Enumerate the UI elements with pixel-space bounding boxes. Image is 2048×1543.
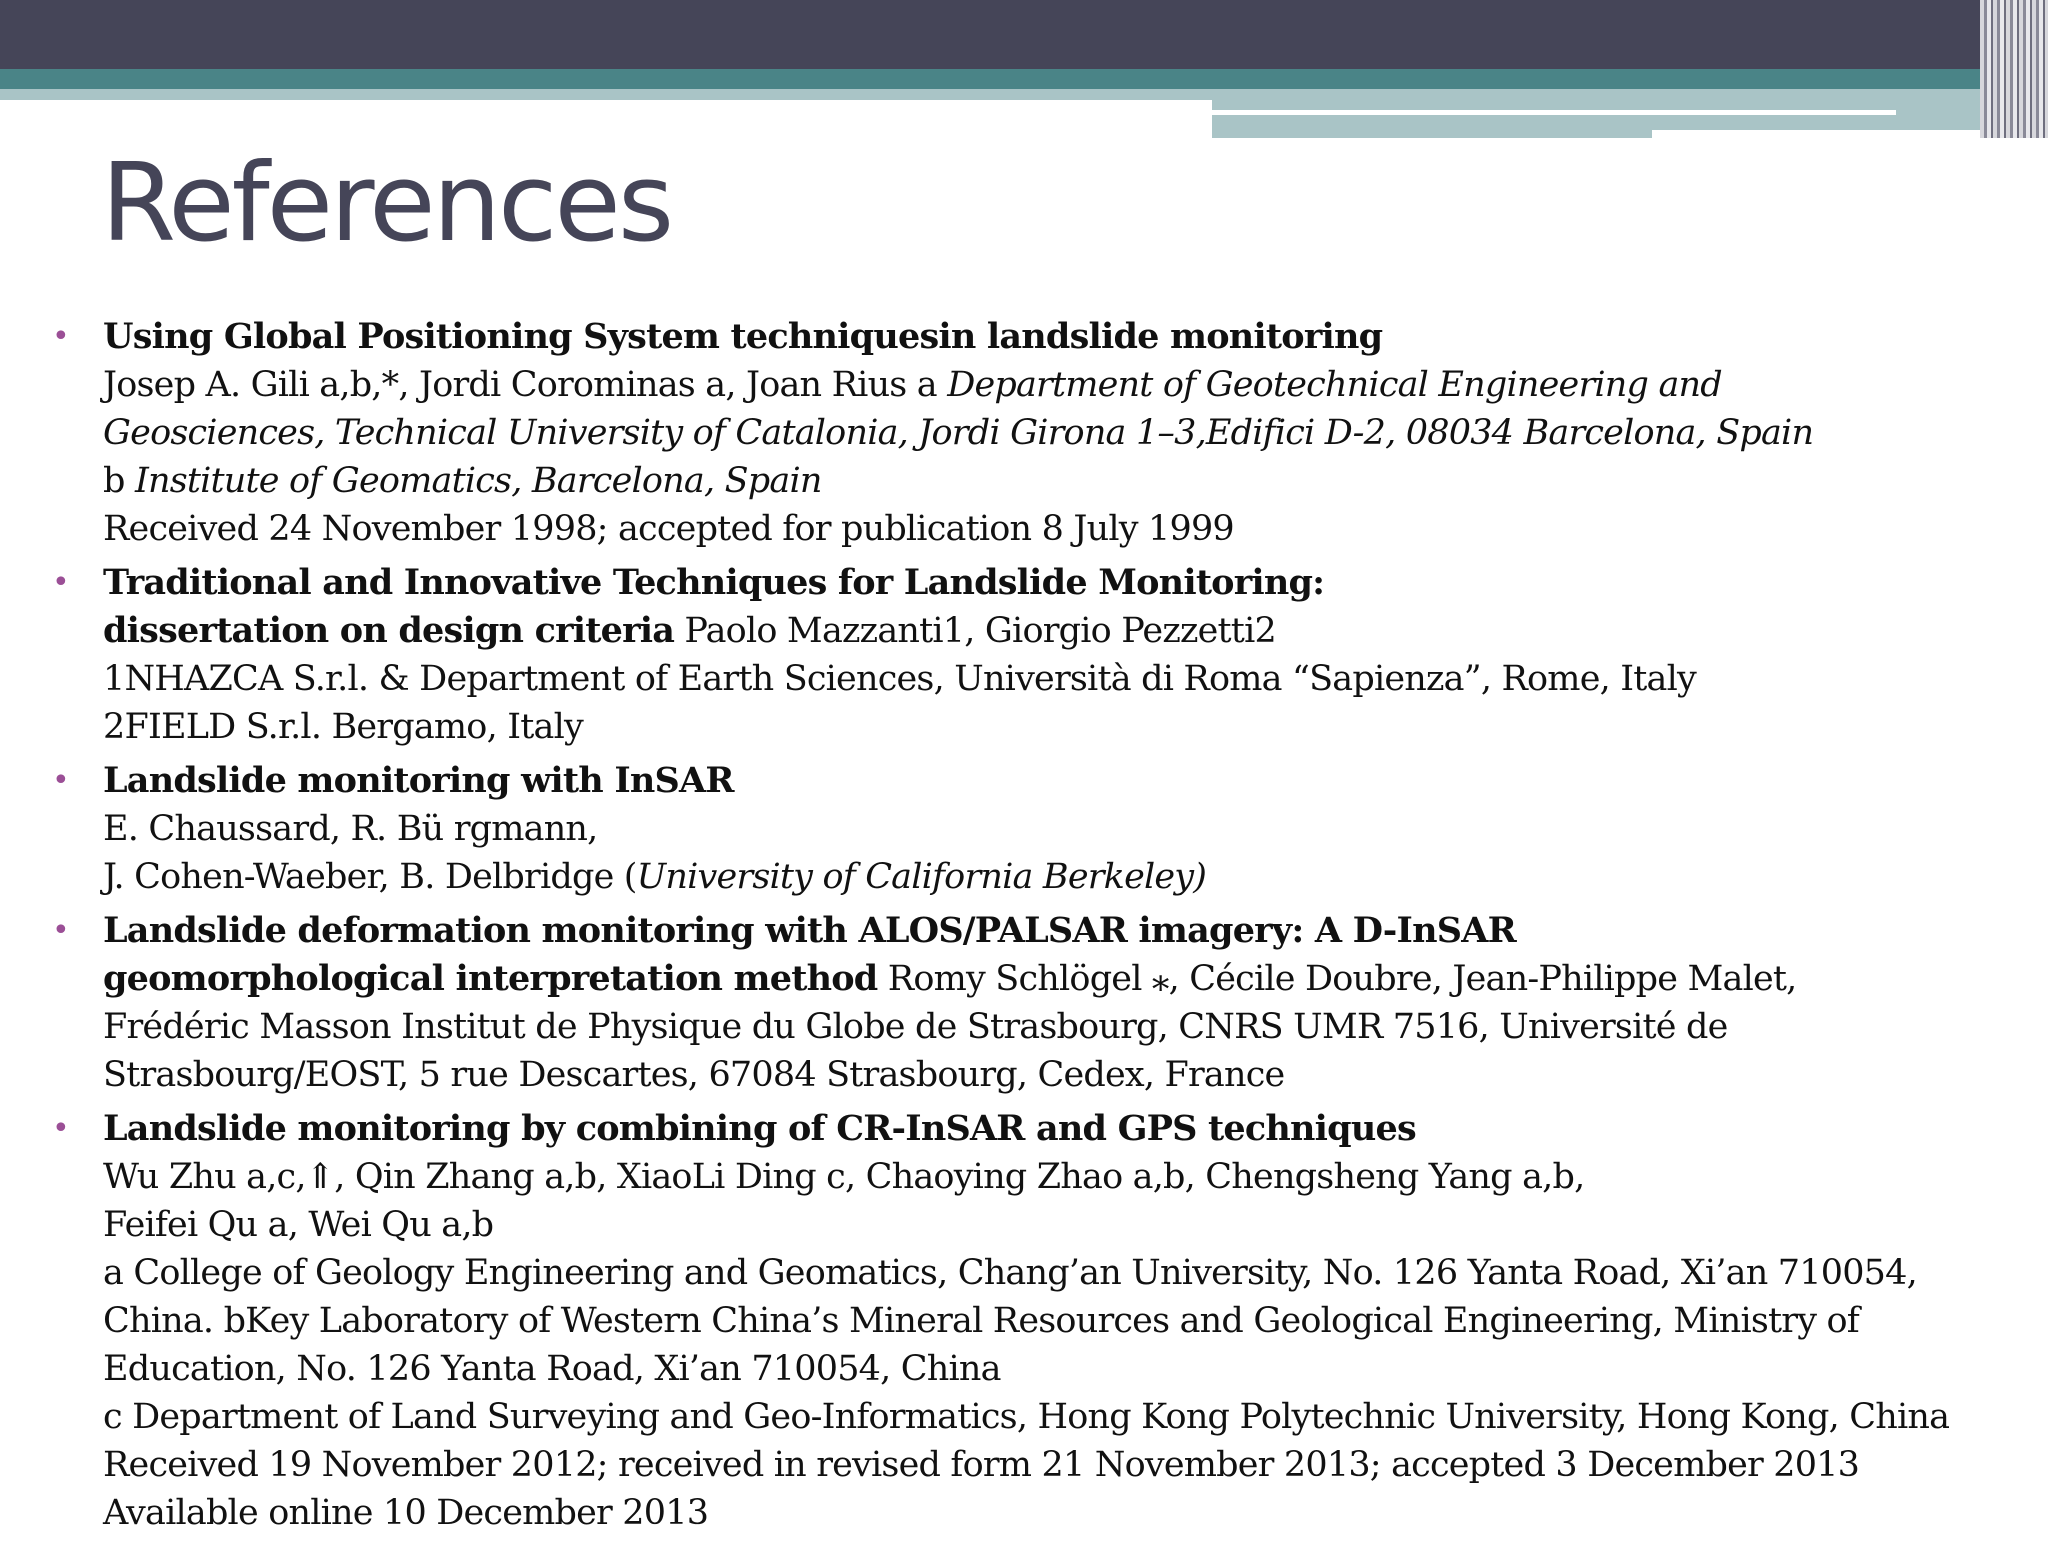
header-accent-band: [0, 69, 2048, 89]
reference-title-cont: dissertation on design criteria: [103, 610, 675, 651]
reference-affiliation: 1NHAZCA S.r.l. & Department of Earth Sciences, Università di Roma “Sapienza”, Rome, Italy: [103, 659, 1696, 699]
reference-title: Using Global Positioning System techniquesin landslide monitoring: [103, 316, 1383, 357]
bullet-icon: •: [52, 913, 69, 948]
reference-affiliation: Frédéric Masson Institut de Physique du Globe de Strasbourg, CNRS UMR 7516, Université de: [103, 1007, 1728, 1047]
header-accent-stripe-left: [0, 89, 1212, 100]
header-bar: [0, 0, 2048, 69]
reference-authors: Feifei Qu a, Wei Qu a,b: [103, 1205, 494, 1245]
reference-online: Available online 10 December 2013: [103, 1493, 709, 1533]
reference-authors: Romy Schlögel ⁎, Cécile Doubre, Jean-Philippe Malet,: [887, 959, 1797, 999]
bullet-icon: •: [52, 1111, 69, 1146]
reference-affiliation: Education, No. 126 Yanta Road, Xi’an 710054, China: [103, 1349, 1001, 1389]
reference-affiliation: China. bKey Laboratory of Western China’s Mineral Resources and Geological Engineering, Ministry of: [103, 1301, 1859, 1341]
reference-received: Received 19 November 2012; received in revised form 21 November 2013; accepted 3 December 2013: [103, 1445, 1860, 1485]
reference-item-5: [52, 1105, 2022, 1537]
reference-title: Traditional and Innovative Techniques for Landslide Monitoring:: [103, 562, 1325, 603]
bullet-icon: •: [52, 319, 69, 354]
reference-affiliation: a College of Geology Engineering and Geomatics, Chang’an University, No. 126 Yanta Road, Xi’an 710054,: [103, 1253, 1917, 1293]
reference-authors: Paolo Mazzanti1, Giorgio Pezzetti2: [684, 611, 1276, 651]
reference-affiliation: c Department of Land Surveying and Geo-Informatics, Hong Kong Polytechnic University, Hong Kong, China: [103, 1397, 1950, 1437]
reference-item-3: [52, 757, 2022, 901]
reference-authors: Wu Zhu a,c,⇑, Qin Zhang a,b, XiaoLi Ding c, Chaoying Zhao a,b, Chengsheng Yang a,b,: [103, 1157, 1585, 1197]
reference-title-cont: geomorphological interpretation method: [103, 958, 878, 999]
bullet-icon: •: [52, 565, 69, 600]
affiliation-marker: b: [103, 461, 125, 501]
reference-title: Landslide monitoring by combining of CR-InSAR and GPS techniques: [103, 1108, 1416, 1149]
header-divider-line: [1212, 110, 1896, 115]
reference-authors: E. Chaussard, R. Bü rgmann,: [103, 809, 598, 849]
reference-received: Received 24 November 1998; accepted for publication 8 July 1999: [103, 509, 1234, 549]
reference-affiliation: Department of Geotechnical Engineering and: [947, 365, 1722, 405]
reference-item-1: [52, 313, 2022, 553]
bullet-icon: •: [52, 763, 69, 798]
reference-affiliation: Strasbourg/EOST, 5 rue Descartes, 67084 Strasbourg, Cedex, France: [103, 1055, 1285, 1095]
reference-item-2: [52, 559, 2022, 751]
reference-affiliation: University of California Berkeley): [636, 857, 1207, 897]
reference-title: Landslide monitoring with InSAR: [103, 760, 734, 801]
reference-list: [52, 313, 2022, 1543]
slide-title: References: [101, 141, 672, 266]
reference-authors: Josep A. Gili a,b,*, Jordi Corominas a, Joan Rius a: [103, 365, 937, 405]
reference-affiliation: Geosciences, Technical University of Catalonia, Jordi Girona 1–3,Edifici D-2, 08034 Barcelona, Spain: [103, 413, 1814, 453]
header-decorative-stripes: [1980, 0, 2048, 138]
reference-authors: J. Cohen-Waeber, B. Delbridge (: [103, 857, 637, 897]
reference-title: Landslide deformation monitoring with ALOS/PALSAR imagery: A D-InSAR: [103, 910, 1516, 951]
reference-item-4: [52, 907, 2022, 1099]
reference-affiliation: 2FIELD S.r.l. Bergamo, Italy: [103, 707, 583, 747]
reference-affiliation: Institute of Geomatics, Barcelona, Spain: [134, 461, 822, 501]
